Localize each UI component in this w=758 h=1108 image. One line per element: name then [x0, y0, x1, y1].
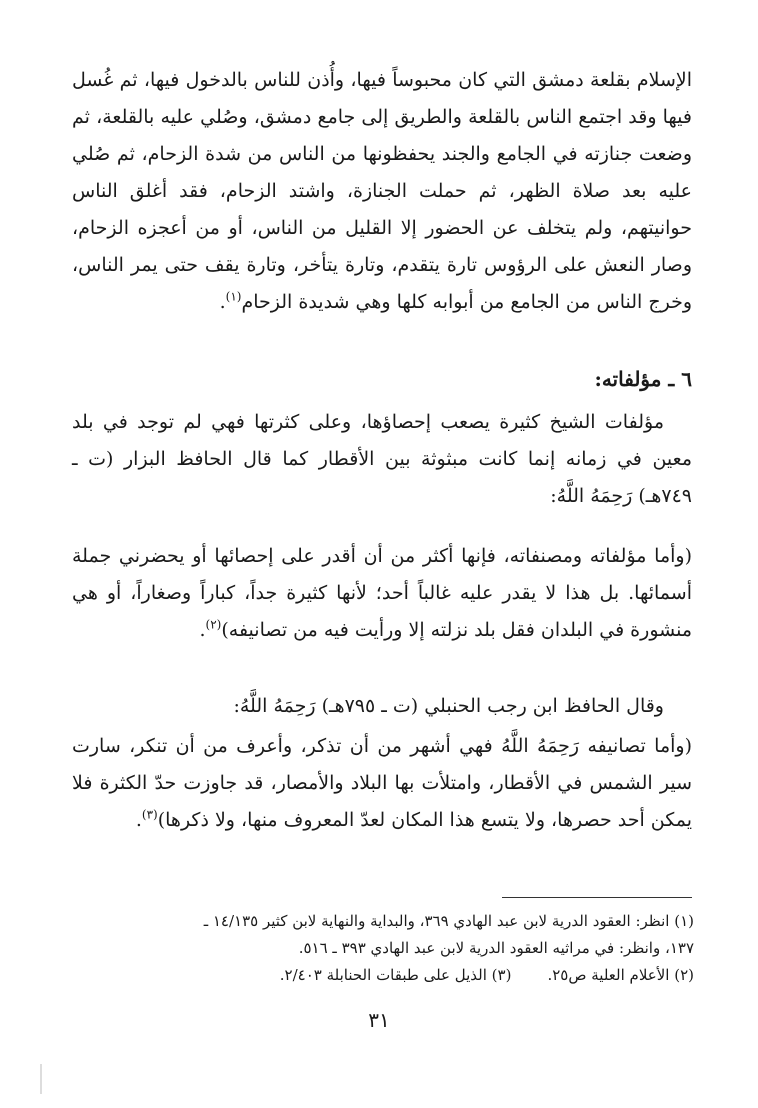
- paragraph-text: (وأما تصانيفه رَحِمَهُ اللَّهُ فهي أشهر من أن تذكر، وأعرف من أن تنكر، سارت سير الشمس في الأقطار، وامتلأت بها البلاد والأمصار، قد جاوزت حدّ الكثرة فلا يمكن أحد حصرها، ولا يتسع هذا المكان لعدّ المعروف منها، ولا ذكرها): [72, 735, 692, 831]
- paragraph-funeral: [72, 62, 692, 321]
- paragraph-end: .: [199, 619, 206, 641]
- paragraph-text: وقال الحافظ ابن رجب الحنبلي (ت ـ ٧٩٥هـ) رَحِمَهُ اللَّهُ:: [233, 695, 664, 717]
- paragraph-ibn-rajab-intro: [233, 688, 692, 725]
- paragraph-text: (وأما مؤلفاته ومصنفاته، فإنها أكثر من أن أقدر على إحصائها أو يحضرني جملة أسمائها. بل هذا لا يقدر عليه غالباً أحد؛ لأنها كثيرة جداً، كباراً وصغاراً، أو هي منشورة في البلدان فقل بلد نزلته إلا ورأيت فيه من تصانيفه): [72, 545, 692, 641]
- quote-bazzar: [72, 538, 692, 649]
- paragraph-works-intro: [72, 404, 692, 515]
- footnotes: [72, 908, 694, 989]
- footnote-ref-2[interactable]: (٢): [205, 617, 222, 632]
- footnote-2-3-row: [72, 962, 694, 989]
- paragraph-end: .: [135, 809, 142, 831]
- footnote-ref-1[interactable]: (١): [225, 289, 242, 304]
- section-heading: ٦ ـ مؤلفاته:: [594, 367, 692, 391]
- scan-edge-mark: [40, 1064, 42, 1094]
- paragraph-text: الإسلام بقلعة دمشق التي كان محبوساً فيها، وأُذن للناس بالدخول فيها، ثم غُسل فيها وقد اجتمع الناس بالقلعة والطريق إلى جامع دمشق، وصُلي عليه بالقلعة، ثم وضعت جنازته في الجامع والجند يحفظونها من الناس من شدة الزحام، ثم صُلي عليه بعد صلاة الظهر، ثم حملت الجنازة، واشتد الزحام، فقد أغلق الناس حوانيتهم، ولم يتخلف عن الحضور إلا القليل من الناس، أو من أعجزه الزحام، وصار النعش على الرؤوس تارة يتقدم، وتارة يتأخر، وتارة يقف حتى يمر الناس، وخرج الناس من الجامع من أبوابه كلها وهي شديدة الزحام: [72, 69, 692, 313]
- footnote-2: (٢) الأعلام العلية ص٢٥.: [547, 966, 694, 984]
- footnote-divider: [502, 897, 692, 898]
- footnote-3: (٣) الذيل على طبقات الحنابلة ٢/٤٠٣.: [279, 966, 512, 984]
- page-number: ٣١: [368, 1008, 390, 1032]
- footnote-1-line-2: ١٣٧، وانظر: في مراثيه العقود الدرية لابن عبد الهادي ٣٩٣ ـ ٥١٦.: [298, 939, 694, 957]
- footnote-1-line-1: (١) انظر: العقود الدرية لابن عبد الهادي ٣٦٩، والبداية والنهاية لابن كثير ١٤/١٣٥ ـ: [203, 912, 694, 930]
- quote-ibn-rajab: [72, 728, 692, 839]
- footnote-ref-3[interactable]: (٣): [141, 807, 158, 822]
- paragraph-end: .: [219, 291, 226, 313]
- paragraph-text: مؤلفات الشيخ كثيرة يصعب إحصاؤها، وعلى كثرتها فهي لم توجد في بلد معين في زمانه إنما كانت مبثوثة بين الأقطار كما قال الحافظ البزار (ت ـ ٧٤٩هـ) رَحِمَهُ اللَّهُ:: [72, 411, 692, 507]
